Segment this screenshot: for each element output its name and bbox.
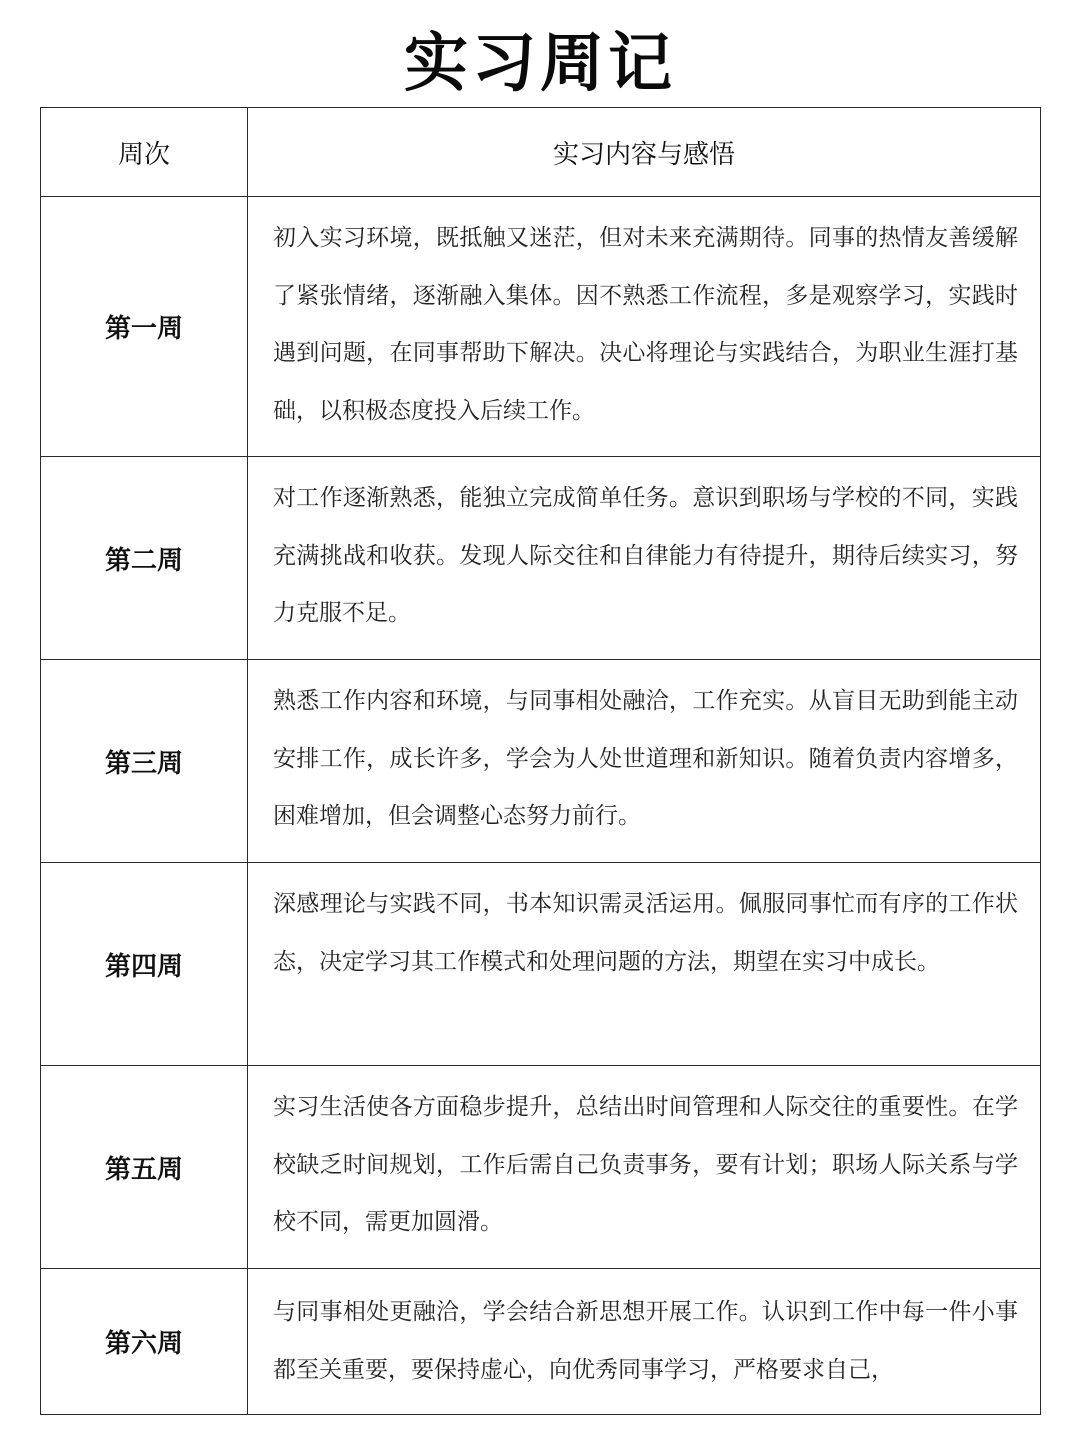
week-label: 第一周	[41, 197, 248, 457]
table-row	[41, 1066, 1041, 1269]
content-column-header: 实习内容与感悟	[248, 108, 1041, 197]
content-text: 深感理论与实践不同，书本知识需灵活运用。佩服同事忙而有序的工作状态，决定学习其工作模式和处理问题的方法，期望在实习中成长。	[273, 891, 1018, 975]
table-row	[41, 197, 1041, 457]
weekly-journal-table	[40, 107, 1041, 1415]
week-label: 第三周	[41, 660, 248, 863]
week-label: 第四周	[41, 863, 248, 1066]
week-column-header: 周次	[41, 108, 248, 197]
content-text: 对工作逐渐熟悉，能独立完成简单任务。意识到职场与学校的不同，实践充满挑战和收获。发现人际交往和自律能力有待提升，期待后续实习，努力克服不足。	[273, 485, 1018, 626]
table-header-row	[41, 108, 1041, 197]
content-cell	[248, 457, 1041, 660]
content-text: 熟悉工作内容和环境，与同事相处融洽，工作充实。从盲目无助到能主动安排工作，成长许多，学会为人处世道理和新知识。随着负责内容增多，困难增加，但会调整心态努力前行。	[273, 688, 1018, 829]
content-cell	[248, 863, 1041, 1066]
content-text: 与同事相处更融洽，学会结合新思想开展工作。认识到工作中每一件小事都至关重要，要保持虚心，向优秀同事学习，严格要求自己，	[273, 1299, 1018, 1383]
content-cell	[248, 660, 1041, 863]
content-text: 初入实习环境，既抵触又迷茫，但对未来充满期待。同事的热情友善缓解了紧张情绪，逐渐融入集体。因不熟悉工作流程，多是观察学习，实践时遇到问题，在同事帮助下解决。决心将理论与实践结合，为职业生涯打基础，以积极态度投入后续工作。	[273, 225, 1018, 424]
content-cell	[248, 1066, 1041, 1269]
week-label: 第二周	[41, 457, 248, 660]
table-row	[41, 863, 1041, 1066]
content-cell	[248, 1269, 1041, 1415]
table-row	[41, 1269, 1041, 1415]
week-label: 第五周	[41, 1066, 248, 1269]
table-row	[41, 660, 1041, 863]
page-title: 实习周记	[404, 27, 676, 101]
week-label: 第六周	[41, 1269, 248, 1415]
content-text: 实习生活使各方面稳步提升，总结出时间管理和人际交往的重要性。在学校缺乏时间规划，工作后需自己负责事务，要有计划；职场人际关系与学校不同，需更加圆滑。	[273, 1094, 1018, 1235]
table-row	[41, 457, 1041, 660]
content-cell	[248, 197, 1041, 457]
